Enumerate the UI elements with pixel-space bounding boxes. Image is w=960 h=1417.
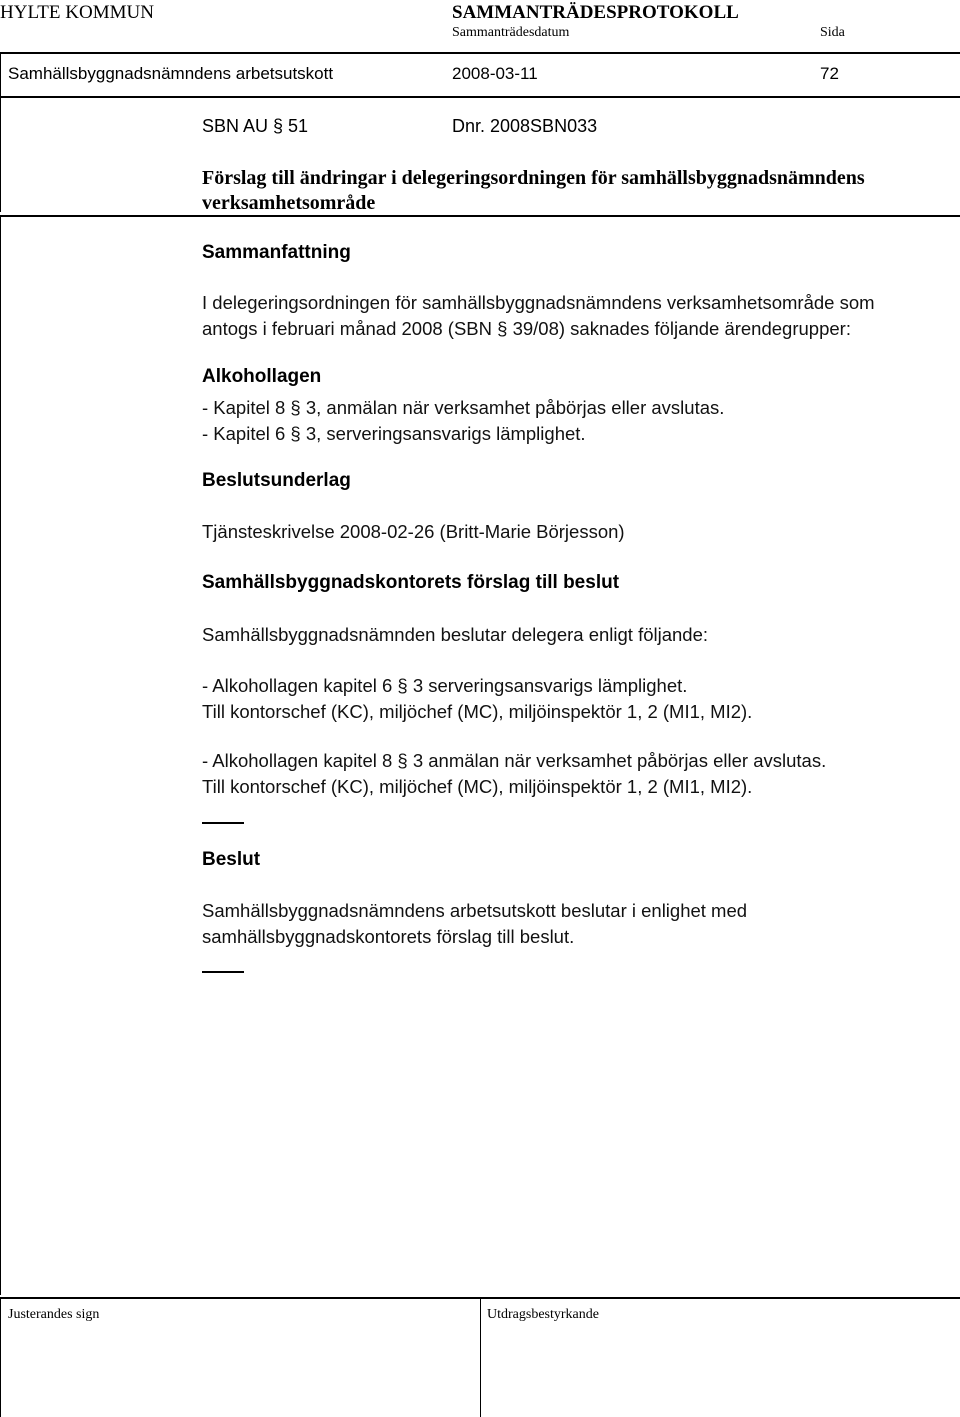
- paragraph-ref: SBN AU § 51: [202, 116, 309, 136]
- separator-rule-1: [202, 822, 244, 824]
- separator-rule-2: [202, 971, 244, 973]
- basis-text: Tjänsteskrivelse 2008-02-26 (Britt-Marie Börjesson): [202, 521, 625, 542]
- summary-line-1: I delegeringsordningen för samhällsbyggnadsnämndens verksamhetsområde som: [202, 292, 875, 313]
- proposal-item-2-line-2: Till kontorschef (KC), miljöchef (MC), miljöinspektör 1, 2 (MI1, MI2).: [202, 776, 753, 797]
- footer-left-frame: [0, 1297, 1, 1417]
- committee-name: Samhällsbyggnadsnämndens arbetsutskott: [8, 64, 334, 83]
- dnr: Dnr. 2008SBN033: [452, 116, 598, 136]
- footer-middle-divider: [480, 1297, 481, 1417]
- meeting-date: 2008-03-11: [452, 64, 538, 83]
- decision-line-2: samhällsbyggnadskontorets förslag till beslut.: [202, 926, 575, 947]
- proposal-item-1-line-2: Till kontorschef (KC), miljöchef (MC), miljöinspektör 1, 2 (MI1, MI2).: [202, 701, 753, 722]
- proposal-item-2-line-1: - Alkohollagen kapitel 8 § 3 anmälan när verksamhet påbörjas eller avslutas.: [202, 750, 827, 771]
- proposal-item-1-line-1: - Alkohollagen kapitel 6 § 3 serveringsansvarigs lämplighet.: [202, 675, 688, 696]
- left-frame-body: [0, 215, 1, 1295]
- left-frame-top: [0, 52, 1, 212]
- meeting-divider: [0, 96, 960, 98]
- municipality-name: HYLTE KOMMUN: [0, 2, 154, 23]
- page-number: 72: [820, 64, 839, 83]
- date-label: Sammanträdesdatum: [452, 25, 570, 40]
- proposal-heading: Samhällsbyggnadskontorets förslag till beslut: [202, 572, 620, 593]
- alcohol-heading: Alkohollagen: [202, 366, 322, 387]
- protocol-title: SAMMANTRÄDESPROTOKOLL: [452, 2, 739, 23]
- case-title: Förslag till ändringar i delegeringsordningen för samhällsbyggnadsnämndens verksamhetsområde: [202, 167, 865, 214]
- page-label: Sida: [820, 25, 845, 40]
- alcohol-item-1: - Kapitel 8 § 3, anmälan när verksamhet påbörjas eller avslutas.: [202, 397, 725, 418]
- decision-line-1: Samhällsbyggnadsnämndens arbetsutskott beslutar i enlighet med: [202, 900, 748, 921]
- sign-label: Justerandes sign: [8, 1307, 100, 1322]
- summary-heading: Sammanfattning: [202, 242, 351, 263]
- certified-label: Utdragsbestyrkande: [487, 1307, 599, 1322]
- proposal-intro: Samhällsbyggnadsnämnden beslutar delegera enligt följande:: [202, 624, 709, 645]
- summary-line-2: antogs i februari månad 2008 (SBN § 39/08) saknades följande ärendegrupper:: [202, 318, 851, 339]
- header-divider: [0, 52, 960, 54]
- decision-heading: Beslut: [202, 849, 261, 870]
- basis-heading: Beslutsunderlag: [202, 470, 351, 491]
- alcohol-item-2: - Kapitel 6 § 3, serveringsansvarigs lämplighet.: [202, 423, 586, 444]
